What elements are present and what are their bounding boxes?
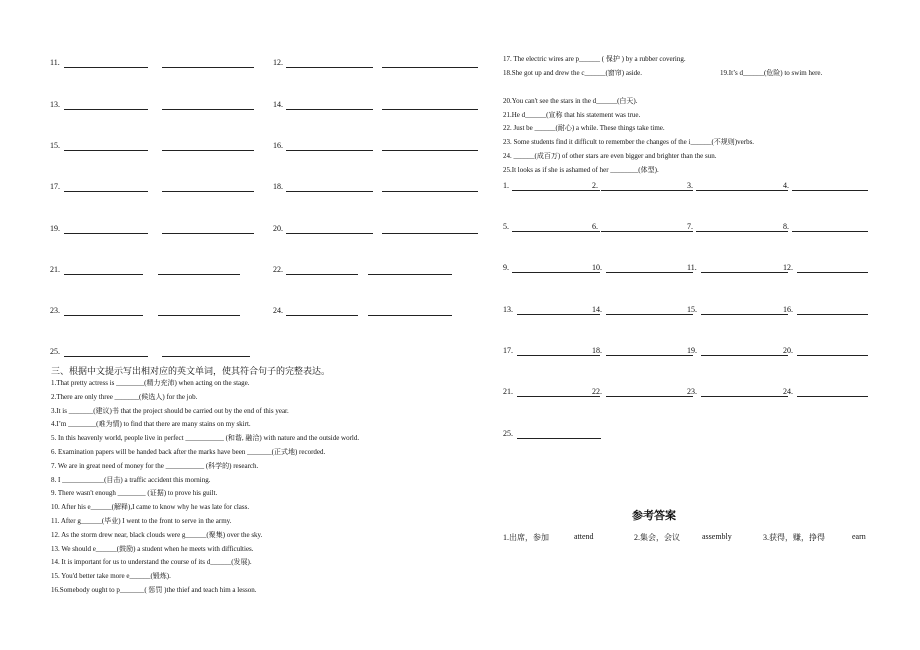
blank-line[interactable] bbox=[162, 150, 254, 151]
section-3-sentence: 2.There are only three _______(候选人) for the job. bbox=[51, 392, 198, 401]
blank-line[interactable] bbox=[382, 67, 478, 68]
blank-line[interactable] bbox=[797, 272, 868, 273]
blank-label: 11. bbox=[687, 263, 697, 272]
blank-label: 24. bbox=[273, 306, 283, 315]
blank-label: 22. bbox=[273, 265, 283, 274]
blank-label: 17. bbox=[50, 182, 60, 191]
blank-line[interactable] bbox=[797, 396, 868, 397]
section-3-title: 三、根据中文提示写出相对应的英文单词，使其符合句子的完整表达。 bbox=[51, 366, 331, 376]
section-3-sentence: 12. As the storm drew near, black clouds were g______(聚集) over the sky. bbox=[51, 530, 263, 539]
blank-label: 6. bbox=[592, 222, 598, 231]
blank-line[interactable] bbox=[162, 67, 254, 68]
blank-line[interactable] bbox=[512, 272, 600, 273]
blank-line[interactable] bbox=[601, 231, 693, 232]
blank-label: 21. bbox=[503, 387, 513, 396]
blank-line[interactable] bbox=[382, 191, 478, 192]
blank-label: 13. bbox=[50, 100, 60, 109]
blank-line[interactable] bbox=[512, 231, 600, 232]
sentence-25: 25.It looks as if she is ashamed of her ________(体型). bbox=[503, 166, 659, 174]
section-3-sentence: 15. You'd better take more e______(锻炼). bbox=[51, 572, 171, 581]
blank-label: 18. bbox=[592, 346, 602, 355]
section-3-sentence: 11. After g______(毕业) I went to the front to serve in the army. bbox=[51, 517, 232, 525]
blank-line[interactable] bbox=[382, 233, 478, 234]
sentence-21: 21.He d______(宣称 that his statement was true. bbox=[503, 111, 641, 119]
blank-line[interactable] bbox=[158, 315, 240, 316]
section-3-sentence: 13. We should e______(鼓励) a student when he meets with difficulties. bbox=[51, 544, 254, 553]
answer-meaning: 2.集会，会议 bbox=[634, 533, 680, 542]
blank-label: 14. bbox=[273, 100, 283, 109]
blank-line[interactable] bbox=[286, 315, 358, 316]
blank-label: 19. bbox=[687, 346, 697, 355]
blank-line[interactable] bbox=[517, 314, 600, 315]
section-3-sentence: 1.That pretty actress is ________(精力充沛) when acting on the stage. bbox=[51, 379, 250, 387]
sentence-20: 20.You can't see the stars in the d______(白天). bbox=[503, 97, 638, 105]
blank-line[interactable] bbox=[286, 67, 373, 68]
blank-line[interactable] bbox=[158, 274, 240, 275]
blank-line[interactable] bbox=[286, 109, 373, 110]
blank-line[interactable] bbox=[606, 272, 693, 273]
blank-label: 19. bbox=[50, 224, 60, 233]
section-3-sentence: 16.Somebody ought to p_______( 惩罚 )the thief and teach him a lesson. bbox=[51, 586, 257, 594]
blank-line[interactable] bbox=[701, 314, 788, 315]
answer-word: assembly bbox=[702, 532, 732, 541]
answer-word: attend bbox=[574, 532, 594, 541]
section-3-sentence: 5. In this heavenly world, people live in perfect ___________ (和谐, 融洽) with nature and the outside world. bbox=[51, 434, 360, 443]
section-3-sentence: 6. Examination papers will be handed back after the marks have been _______(正式地) recorded. bbox=[51, 448, 326, 456]
blank-line[interactable] bbox=[606, 314, 693, 315]
blank-line[interactable] bbox=[162, 233, 254, 234]
blank-label: 23. bbox=[687, 387, 697, 396]
blank-line[interactable] bbox=[696, 190, 788, 191]
answer-word: earn bbox=[852, 532, 866, 541]
sentence-22: 22. Just be ______(耐心) a while. These things take time. bbox=[503, 124, 665, 132]
blank-label: 14. bbox=[592, 305, 602, 314]
blank-line[interactable] bbox=[701, 396, 788, 397]
blank-label: 21. bbox=[50, 265, 60, 274]
blank-label: 22. bbox=[592, 387, 602, 396]
blank-label: 13. bbox=[503, 305, 513, 314]
blank-line[interactable] bbox=[64, 109, 148, 110]
blank-line[interactable] bbox=[64, 274, 143, 275]
blank-line[interactable] bbox=[517, 355, 600, 356]
blank-label: 11. bbox=[50, 58, 60, 67]
blank-label: 15. bbox=[50, 141, 60, 150]
sentence-24: 24. ______(成百万) of other stars are even bigger and brighter than the sun. bbox=[503, 152, 717, 160]
blank-line[interactable] bbox=[286, 150, 373, 151]
blank-label: 17. bbox=[503, 346, 513, 355]
answer-meaning: 3.获得，赚，挣得 bbox=[763, 533, 825, 542]
blank-line[interactable] bbox=[368, 274, 452, 275]
blank-label: 8. bbox=[783, 222, 789, 231]
blank-line[interactable] bbox=[64, 67, 148, 68]
blank-label: 2. bbox=[592, 181, 598, 190]
blank-line[interactable] bbox=[64, 150, 148, 151]
blank-line[interactable] bbox=[382, 150, 478, 151]
blank-line[interactable] bbox=[64, 356, 148, 357]
blank-line[interactable] bbox=[517, 396, 600, 397]
section-3-sentence: 7. We are in great need of money for the ___________ (科学的) research. bbox=[51, 461, 259, 470]
blank-label: 20. bbox=[783, 346, 793, 355]
blank-label: 16. bbox=[273, 141, 283, 150]
blank-line[interactable] bbox=[601, 190, 693, 191]
sentence-17: 17. The electric wires are p______ ( 保护 ) by a rubber covering. bbox=[503, 55, 686, 63]
section-3-sentence: 9. There wasn't enough ________ (证据) to prove his guilt. bbox=[51, 489, 218, 498]
section-3-sentence: 10. After his e______(解释),I came to know why he was late for class. bbox=[51, 503, 250, 512]
blank-line[interactable] bbox=[606, 396, 693, 397]
blank-label: 20. bbox=[273, 224, 283, 233]
blank-label: 24. bbox=[783, 387, 793, 396]
blank-label: 16. bbox=[783, 305, 793, 314]
blank-line[interactable] bbox=[64, 191, 148, 192]
blank-label: 9. bbox=[503, 263, 509, 272]
blank-line[interactable] bbox=[162, 191, 254, 192]
section-3-sentence: 4.I’m ________(难为情) to find that there are many stains on my skirt. bbox=[51, 420, 251, 429]
blank-line[interactable] bbox=[382, 109, 478, 110]
blank-label: 25. bbox=[503, 429, 513, 438]
blank-label: 25. bbox=[50, 347, 60, 356]
blank-line[interactable] bbox=[696, 231, 788, 232]
blank-line[interactable] bbox=[368, 315, 452, 316]
blank-line[interactable] bbox=[286, 233, 373, 234]
blank-label: 12. bbox=[273, 58, 283, 67]
blank-label: 1. bbox=[503, 181, 509, 190]
blank-line[interactable] bbox=[162, 109, 254, 110]
blank-line[interactable] bbox=[606, 355, 693, 356]
blank-label: 3. bbox=[687, 181, 693, 190]
blank-line[interactable] bbox=[792, 190, 868, 191]
section-3-sentence: 8. I ____________(目击) a traffic accident this morning. bbox=[51, 475, 211, 484]
blank-line[interactable] bbox=[64, 315, 143, 316]
blank-label: 5. bbox=[503, 222, 509, 231]
sentence-19: 19.It’s d______(危险) to swim here. bbox=[720, 69, 823, 77]
blank-line[interactable] bbox=[162, 356, 250, 357]
answers-title: 参考答案 bbox=[632, 510, 676, 522]
sentence-18: 18.She got up and drew the c______(窗帘) aside. bbox=[503, 69, 642, 77]
blank-line[interactable] bbox=[792, 231, 868, 232]
blank-line[interactable] bbox=[701, 355, 788, 356]
sentence-23: 23. Some students find it difficult to remember the changes of the i______(不规则)verbs. bbox=[503, 138, 755, 146]
blank-line[interactable] bbox=[512, 190, 600, 191]
blank-label: 23. bbox=[50, 306, 60, 315]
blank-label: 12. bbox=[783, 263, 793, 272]
blank-line[interactable] bbox=[797, 314, 868, 315]
answer-meaning: 1.出席，参加 bbox=[503, 533, 549, 542]
blank-line[interactable] bbox=[64, 233, 148, 234]
blank-line[interactable] bbox=[701, 272, 788, 273]
blank-label: 10. bbox=[592, 263, 602, 272]
blank-label: 7. bbox=[687, 222, 693, 231]
section-3-sentence: 14. It is important for us to understand the course of its d______(发展). bbox=[51, 558, 252, 567]
blank-label: 4. bbox=[783, 181, 789, 190]
blank-line[interactable] bbox=[286, 274, 358, 275]
blank-label: 15. bbox=[687, 305, 697, 314]
blank-line[interactable] bbox=[517, 438, 601, 439]
section-3-sentence: 3.It is _______(建议)书 that the project should be carried out by the end of this year. bbox=[51, 406, 289, 415]
blank-line[interactable] bbox=[286, 191, 373, 192]
blank-label: 18. bbox=[273, 182, 283, 191]
blank-line[interactable] bbox=[797, 355, 868, 356]
